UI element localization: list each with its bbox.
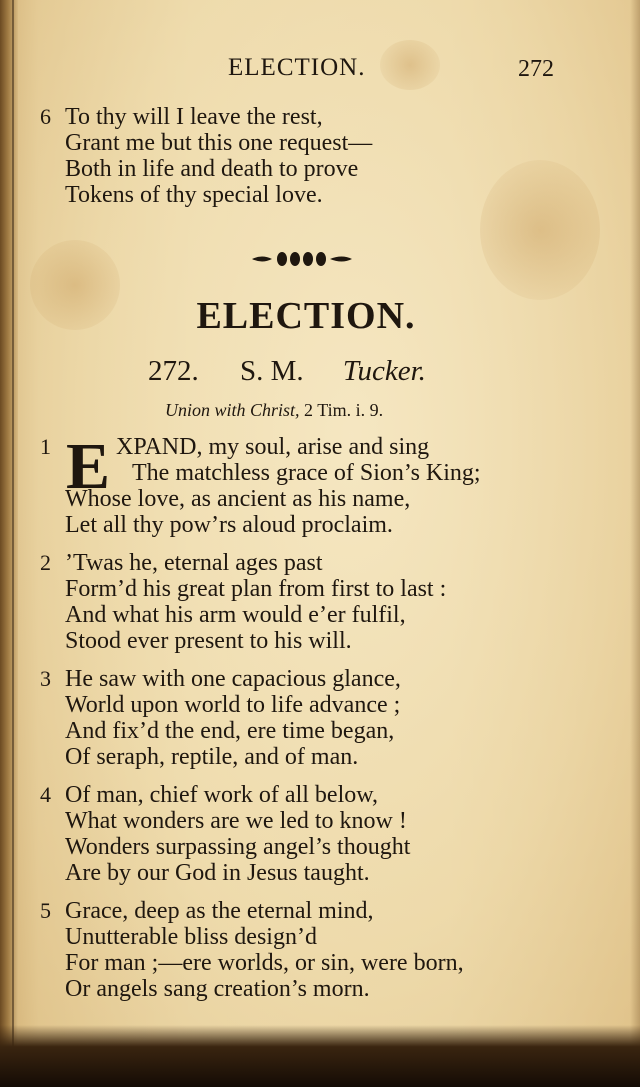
hymn-heading — [148, 355, 426, 388]
verse-line: Unutterable bliss design’d — [65, 924, 317, 950]
stanza-lines-indented — [116, 434, 481, 486]
verse-line: Grace, deep as the eternal mind, — [65, 898, 374, 924]
section-title: ELECTION. — [196, 295, 416, 337]
running-head: ELECTION. — [228, 54, 366, 81]
stanza-lines — [65, 550, 446, 654]
verse-line: Let all thy pow’rs aloud proclaim. — [65, 512, 393, 538]
stanza-number: 1 — [40, 434, 51, 459]
verse-line: Whose love, as ancient as his name, — [65, 486, 411, 512]
stanza-number: 6 — [40, 104, 51, 129]
verse-line: Or angels sang creation’s morn. — [65, 976, 370, 1002]
hymn-meter: S. M. — [240, 355, 304, 387]
stanza-number: 3 — [40, 666, 51, 691]
verse-line: To thy will I leave the rest, — [65, 104, 323, 130]
stanza-lines — [65, 486, 410, 538]
verse-line: Of man, chief work of all below, — [65, 782, 379, 808]
verse-line: ’Twas he, eternal ages past — [65, 550, 323, 576]
verse-line: Grant me but this one request— — [65, 130, 373, 156]
page-spine-shadow — [0, 0, 18, 1087]
subtitle-topic: Union with Christ, — [165, 400, 300, 420]
verse-line: What wonders are we led to know ! — [65, 808, 407, 834]
scripture-reference: 2 Tim. i. 9. — [304, 400, 384, 420]
verse-line: World upon world to life advance ; — [65, 692, 401, 718]
page-right-edge — [630, 0, 640, 1087]
verse-line: He saw with one capacious glance, — [65, 666, 401, 692]
page-bottom-edge — [0, 1025, 640, 1087]
stanza-number: 5 — [40, 898, 51, 923]
verse-line: Wonders surpassing angel’s thought — [65, 834, 411, 860]
paper-stain — [380, 40, 440, 90]
stanza-lines — [65, 782, 410, 886]
verse-line: XPAND, my soul, arise and sing — [116, 434, 430, 460]
hymn-number: 272. — [148, 355, 199, 387]
stanza-lines — [65, 104, 372, 208]
verse-line: The matchless grace of Sion’s King; — [132, 460, 481, 486]
hymn-tune: Tucker. — [342, 355, 426, 387]
paper-stain — [480, 160, 600, 300]
hymn-subtitle — [165, 400, 383, 421]
verse-line: And fix’d the end, ere time began, — [65, 718, 395, 744]
drop-cap: E — [66, 430, 111, 503]
gutter-line — [12, 0, 14, 1087]
verse-line: Stood ever present to his will. — [65, 628, 352, 654]
verse-line: Tokens of thy special love. — [65, 182, 323, 208]
verse-line: Of seraph, reptile, and of man. — [65, 744, 359, 770]
stanza-number: 4 — [40, 782, 51, 807]
ornamental-divider-icon — [250, 248, 354, 270]
verse-line: Form’d his great plan from first to last : — [65, 576, 447, 602]
stanza-lines — [65, 898, 464, 1002]
stanza-number: 2 — [40, 550, 51, 575]
page-number: 272 — [518, 56, 554, 82]
verse-line: For man ;—ere worlds, or sin, were born, — [65, 950, 464, 976]
verse-line: Both in life and death to prove — [65, 156, 359, 182]
verse-line: And what his arm would e’er fulfil, — [65, 602, 406, 628]
verse-line: Are by our God in Jesus taught. — [65, 860, 370, 886]
stanza-lines — [65, 666, 401, 770]
